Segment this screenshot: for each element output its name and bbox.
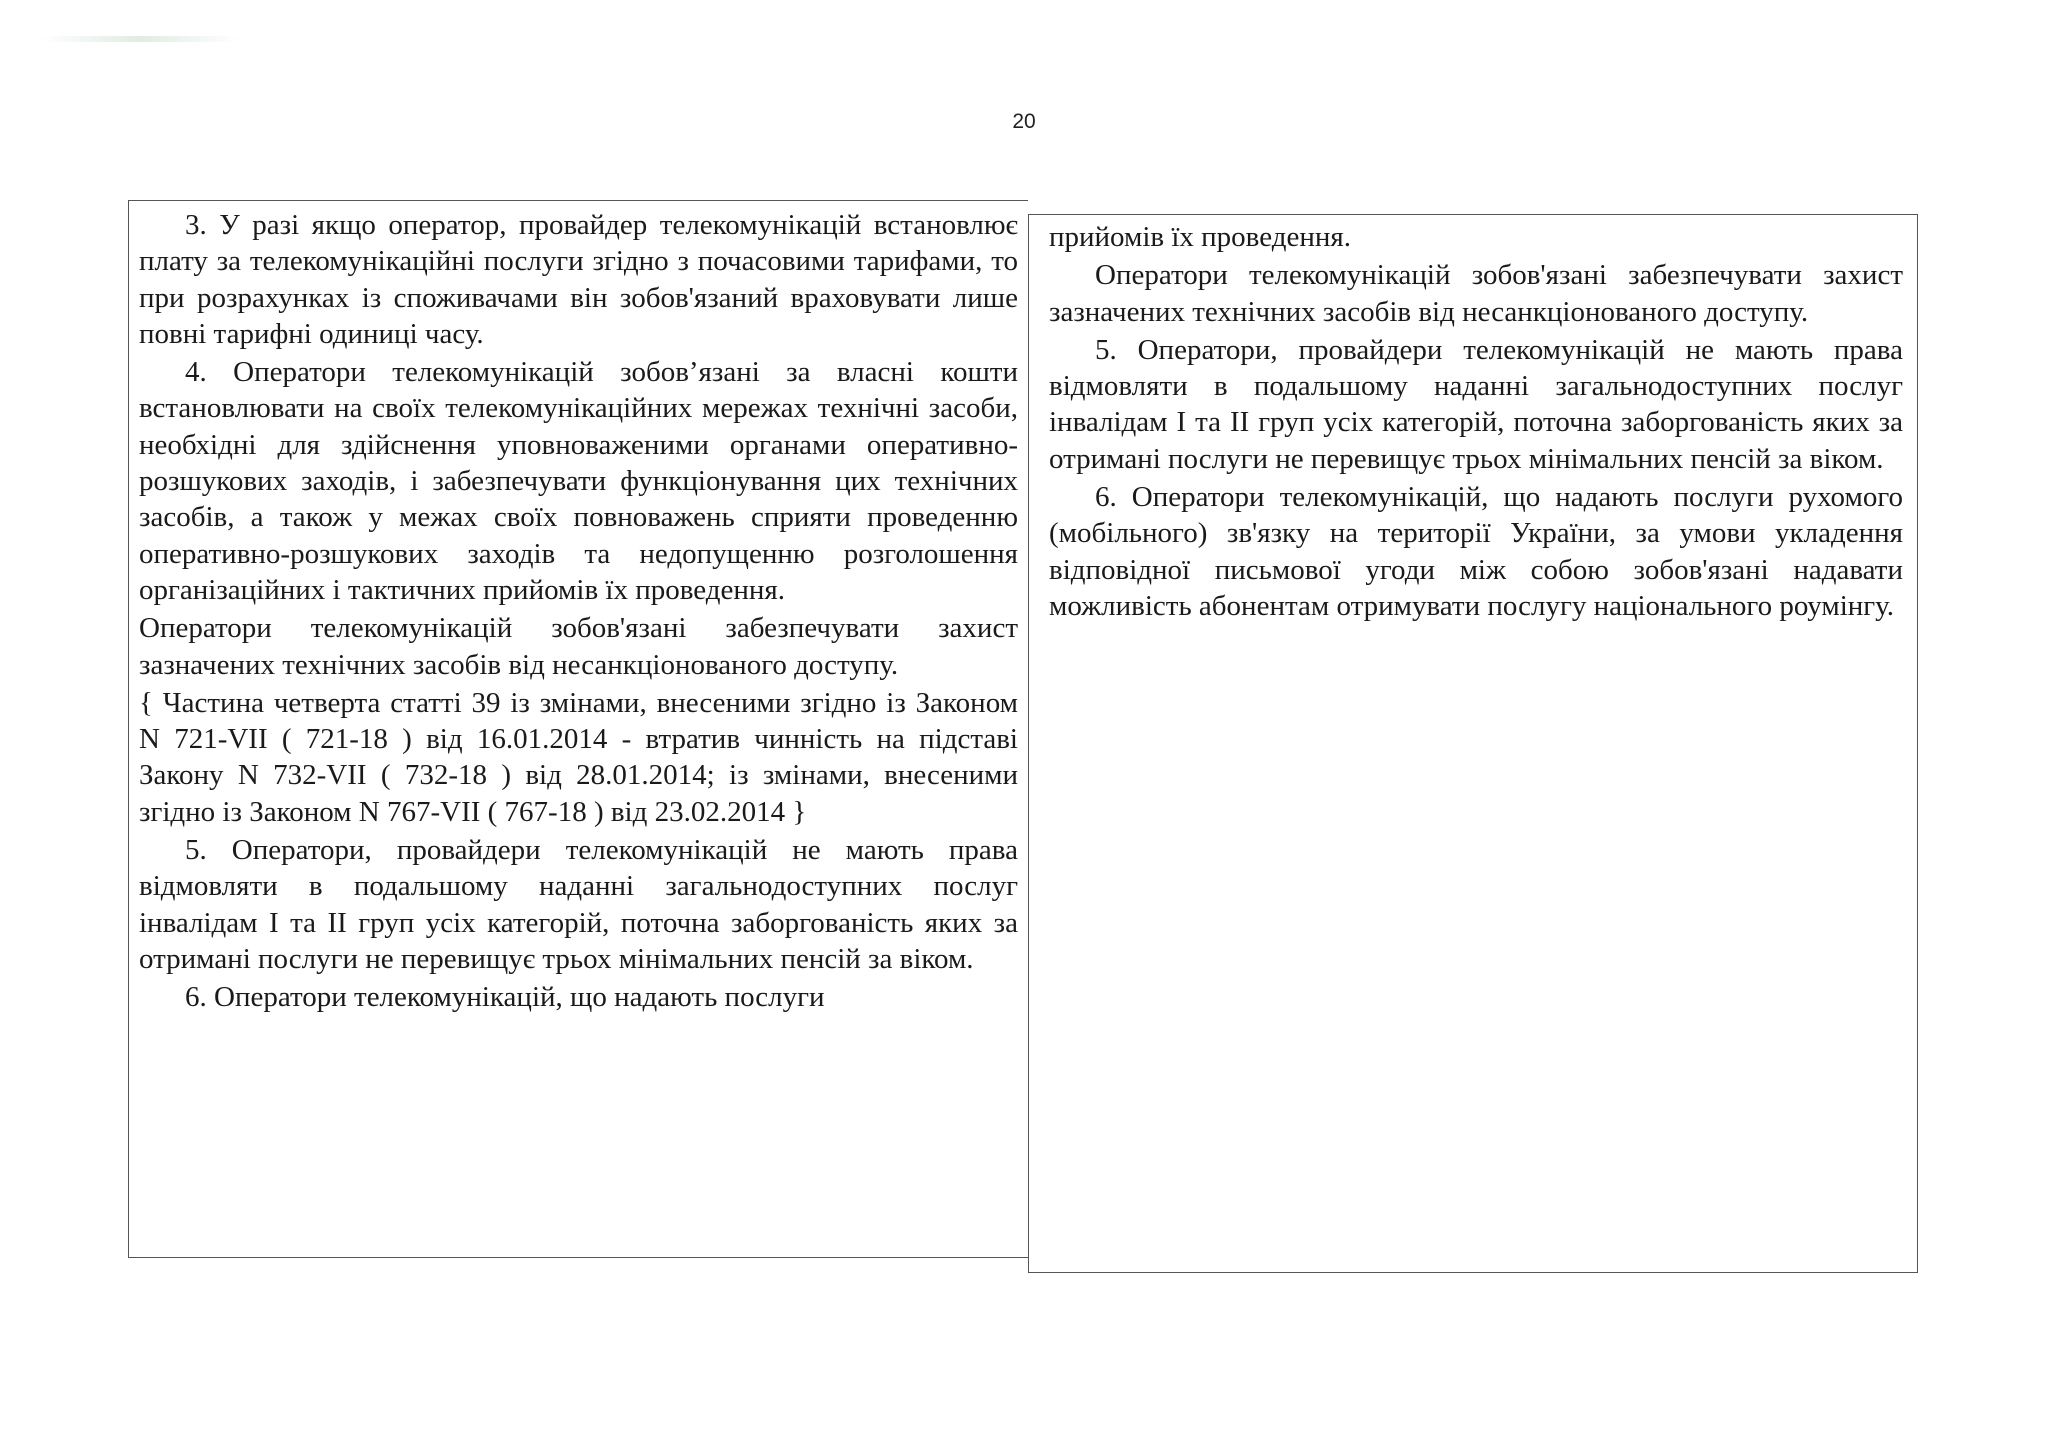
right-paragraph-protection: Оператори телекомунікацій зобов'язані забезпечувати захист зазначених технічних засобів від несанкціонованого доступу. (1049, 259, 1903, 328)
right-column-text (1049, 219, 1903, 624)
right-paragraph-6: 6. Оператори телекомунікацій, що надають послуги рухомого (мобільного) зв'язку на території України, за умови укладення відповідної письмової угоди між собою зобов'язані надавати можливість абонентам отримувати послугу національного роумінгу. (1049, 481, 1903, 622)
left-paragraph-6: 6. Оператори телекомунікацій, що надають послуги (185, 981, 825, 1014)
left-paragraph-4: 4. Оператори телекомунікацій зобов’язані за власні кошти встановлювати на своїх телекомунікаційних мережах технічні засоби, необхідні для здійснення уповноваженими органами оперативно-розшукових заходів, і забезпечувати функціонування цих технічних засобів, а також у межах своїх повноважень сприяти проведенню оперативно-розшукових заходів та недопущенню розголошення організаційних і тактичних прийомів їх проведення. (139, 356, 1018, 606)
comparison-table (128, 200, 1918, 1273)
right-paragraph-continuation: прийомів їх проведення. (1049, 221, 1351, 253)
scan-artifact (40, 36, 240, 42)
right-paragraph-5: 5. Оператори, провайдери телекомунікацій не мають права відмовляти в подальшому наданні загальнодоступних послуг інвалідам I та II груп усіх категорій, поточна заборгованість яких за отримані послуги не перевищує трьох мінімальних пенсій за віком. (1049, 333, 1903, 475)
page-number: 20 (1012, 110, 1036, 133)
left-column-text (139, 207, 1018, 1016)
left-column-cell (128, 200, 1028, 1258)
left-paragraph-5: 5. Оператори, провайдери телекомунікацій не мають права відмовляти в подальшому наданні загальнодоступних послуг інвалідам I та II груп усіх категорій, поточна заборгованість яких за отримані послуги не перевищує трьох мінімальних пенсій за віком. (139, 834, 1018, 975)
right-column-cell (1028, 214, 1918, 1273)
left-paragraph-3: 3. У разі якщо оператор, провайдер телекомунікацій встановлює плату за телекомунікаційні послуги згідно з почасовими тарифами, то при розрахунках із споживачами він зобов'язаний враховувати лише повні тарифні одиниці часу. (139, 209, 1018, 350)
left-paragraph-protection: Оператори телекомунікацій зобов'язані забезпечувати захист зазначених технічних засобів від несанкціонованого доступу. (139, 612, 1018, 681)
left-amendment-note: { Частина четверта статті 39 із змінами, внесеними згідно із Законом N 721-VII ( 721-18 ) від 16.01.2014 - втратив чинність на підставі Закону N 732-VII ( 732-18 ) від 28.01.2014; із змінами, внесеними згідно із Законом N 767-VII ( 767-18 ) від 23.02.2014 } (139, 686, 1018, 828)
